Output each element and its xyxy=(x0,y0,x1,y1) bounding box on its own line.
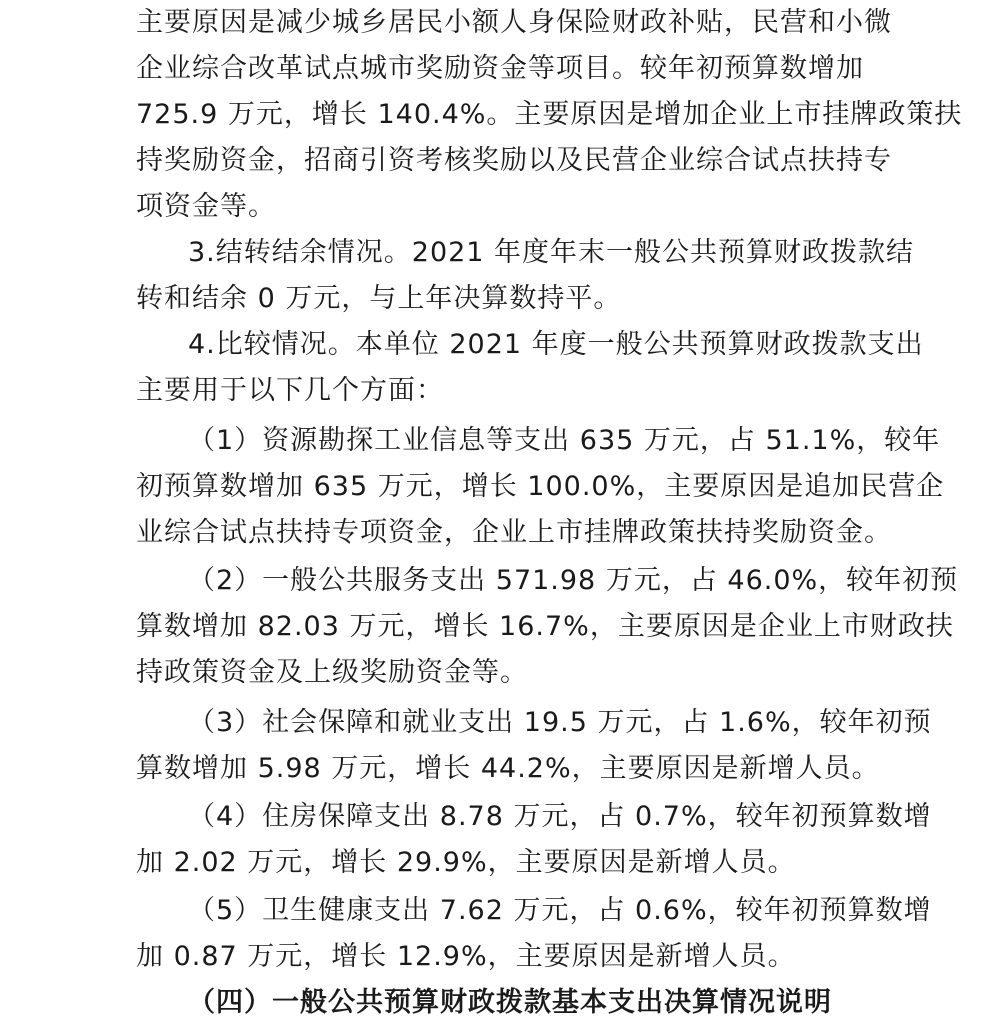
paragraph-line: 企业综合改革试点城市奖励资金等项目。较年初预算数增加 xyxy=(136,53,864,84)
paragraph-line: 加 2.02 万元，增长 29.9%，主要原因是新增人员。 xyxy=(136,847,796,878)
paragraph-line: 主要原因是减少城乡居民小额人身保险财政补贴，民营和小微 xyxy=(136,7,892,38)
paragraph-line: 业综合试点扶持专项资金，企业上市挂牌政策扶持奖励资金。 xyxy=(136,517,892,548)
paragraph-line: （3）社会保障和就业支出 19.5 万元，占 1.6%，较年初预 xyxy=(188,707,932,738)
paragraph-line: 转和结余 0 万元，与上年决算数持平。 xyxy=(136,283,622,314)
paragraph-line: 3.结转结余情况。2021 年度年末一般公共预算财政拨款结 xyxy=(188,237,915,268)
paragraph-line: 725.9 万元，增长 140.4%。主要原因是增加企业上市挂牌政策扶 xyxy=(136,99,963,130)
paragraph-line: 算数增加 5.98 万元，增长 44.2%，主要原因是新增人员。 xyxy=(136,753,880,784)
paragraph-line: 项资金等。 xyxy=(136,191,276,222)
paragraph-line: 持奖励资金，招商引资考核奖励以及民营企业综合试点扶持专 xyxy=(136,145,892,176)
paragraph-line: 算数增加 82.03 万元，增长 16.7%，主要原因是企业上市财政扶 xyxy=(136,611,954,642)
section-heading: （四）一般公共预算财政拨款基本支出决算情况说明 xyxy=(188,987,832,1018)
paragraph-line: 持政策资金及上级奖励资金等。 xyxy=(136,657,528,688)
paragraph-line: 4.比较情况。本单位 2021 年度一般公共预算财政拨款支出 xyxy=(188,329,924,360)
paragraph-line: （5）卫生健康支出 7.62 万元，占 0.6%，较年初预算数增 xyxy=(188,895,932,926)
paragraph-line: （4）住房保障支出 8.78 万元，占 0.7%，较年初预算数增 xyxy=(188,801,932,832)
paragraph-line: 初预算数增加 635 万元，增长 100.0%，主要原因是追加民营企 xyxy=(136,471,945,502)
paragraph-line: 加 0.87 万元，增长 12.9%，主要原因是新增人员。 xyxy=(136,941,796,972)
paragraph-line: （1）资源勘探工业信息等支出 635 万元，占 51.1%，较年 xyxy=(188,425,941,456)
paragraph-line: 主要用于以下几个方面： xyxy=(136,375,444,406)
paragraph-line: （2）一般公共服务支出 571.98 万元，占 46.0%，较年初预 xyxy=(188,565,959,596)
